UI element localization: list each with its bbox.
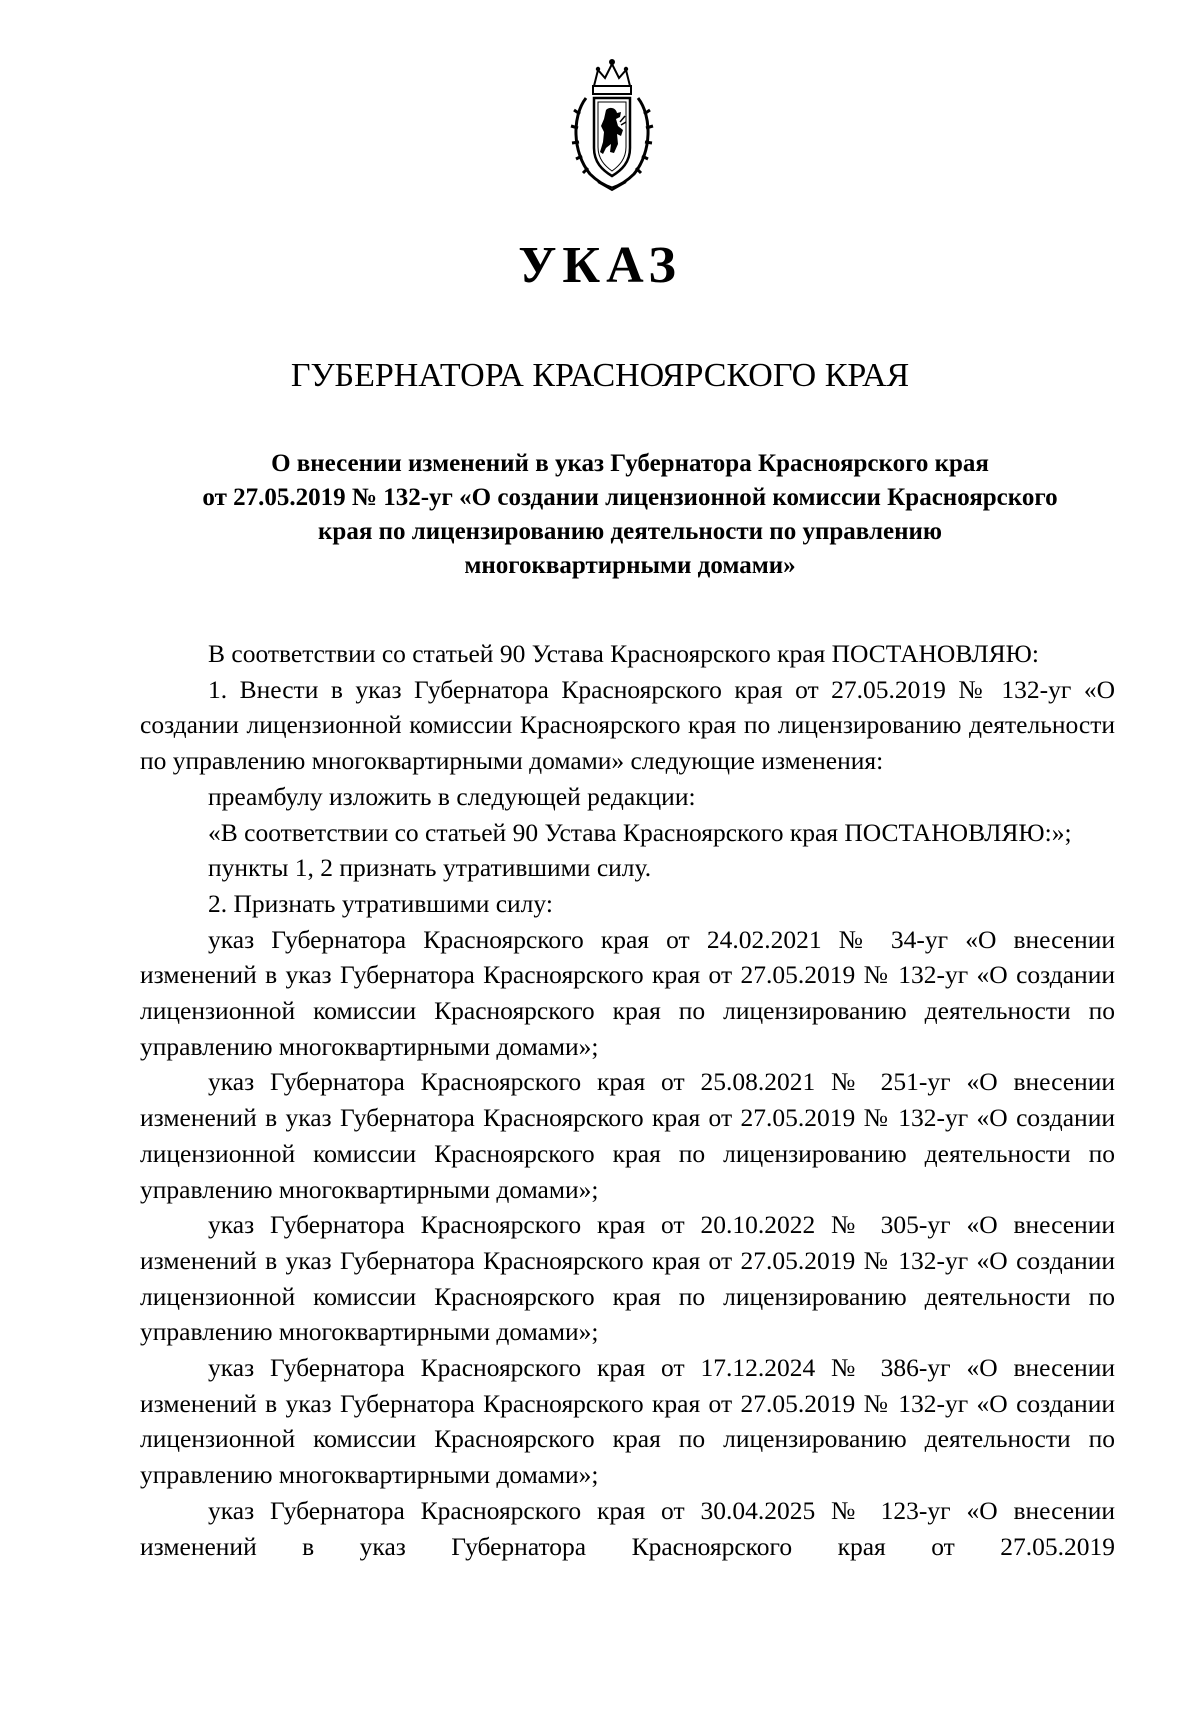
subject-line: края по лицензированию деятельности по управлению [318, 518, 942, 545]
paragraph-repealed-decree: указ Губернатора Красноярского края от 30.04.2025 № 123-уг «О внесении изменений в указ Губернатора Красноярского края от 27.05.2019 [140, 1495, 1115, 1561]
subject-line: многоквартирными домами» [464, 552, 796, 579]
paragraph-item-2: 2. Признать утратившими силу: [208, 888, 553, 918]
paragraph-repealed-decree: указ Губернатора Красноярского края от 25.08.2021 № 251-уг «О внесении изменений в указ Губернатора Красноярского края от 27.05.2019 № 132-уг «О создании лицензионной комиссии Красноярского края по лицензированию деятельности по управлению многоквартирными домами»; [140, 1067, 1115, 1204]
paragraph-repealed-decree: указ Губернатора Красноярского края от 17.12.2024 № 386-уг «О внесении изменений в указ Губернатора Красноярского края от 27.05.2019 № 132-уг «О создании лицензионной комиссии Красноярского края по лицензированию деятельности по управлению многоквартирными домами»; [140, 1353, 1115, 1490]
subject-line: О внесении изменений в указ Губернатора Красноярского края [271, 450, 989, 477]
paragraph-preamble-new-text: «В соответствии со статьей 90 Устава Красноярского края ПОСТАНОВЛЯЮ:»; [208, 817, 1072, 847]
coat-of-arms-icon [568, 56, 656, 196]
paragraph-repeal-points: пункты 1, 2 признать утратившими силу. [208, 853, 652, 883]
subject-line: от 27.05.2019 № 132-уг «О создании лицензионной комиссии Красноярского [202, 484, 1058, 511]
decree-title: УКАЗ [518, 237, 682, 294]
paragraph-item-1: 1. Внести в указ Губернатора Красноярского края от 27.05.2019 № 132-уг «О создании лицензионной комиссии Красноярского края по лицензированию деятельности по управлению многоквартирными домами» следующие изменения: [140, 674, 1115, 776]
decree-body [140, 636, 1115, 1564]
paragraph-repealed-decree: указ Губернатора Красноярского края от 24.02.2021 № 34-уг «О внесении изменений в указ Губернатора Красноярского края от 27.05.2019 № 132-уг «О создании лицензионной комиссии Красноярского края по лицензированию деятельности по управлению многоквартирными домами»; [140, 924, 1115, 1061]
issuer-title: ГУБЕРНАТОРА КРАСНОЯРСКОГО КРАЯ [290, 357, 910, 394]
decree-subject [140, 447, 1120, 583]
paragraph-preamble: В соответствии со статьей 90 Устава Красноярского края ПОСТАНОВЛЯЮ: [208, 639, 1039, 668]
paragraph-repealed-decree: указ Губернатора Красноярского края от 20.10.2022 № 305-уг «О внесении изменений в указ Губернатора Красноярского края от 27.05.2019 № 132-уг «О создании лицензионной комиссии Красноярского края по лицензированию деятельности по управлению многоквартирными домами»; [140, 1210, 1115, 1347]
paragraph-preamble-instruction: преамбулу изложить в следующей редакции: [208, 781, 696, 811]
